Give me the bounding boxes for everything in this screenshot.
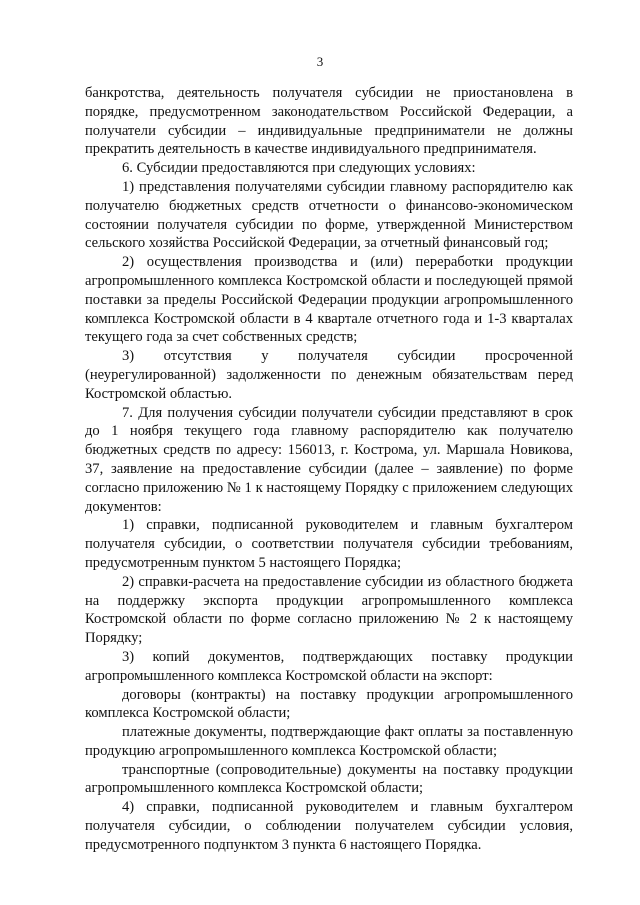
paragraph-document-3: 3) копий документов, подтверждающих поставку продукции агропромышленного комплекса Костромской области на экспорт:	[85, 648, 573, 684]
page-number: 3	[316, 54, 324, 69]
document-body	[85, 84, 573, 855]
paragraph-payment-documents: платежные документы, подтверждающие факт оплаты за поставленную продукцию агропромышленного комплекса Костромской области;	[85, 724, 573, 759]
paragraph-condition-3: 3) отсутствия у получателя субсидии просроченной (неурегулированной) задолженности по денежным обязательствам перед Костромской областью.	[85, 348, 573, 402]
paragraph-section-7: 7. Для получения субсидии получатели субсидии представляют в срок до 1 ноября текущего года главному распорядителю как получателю бюджетных средств по адресу: 156013, г. Кострома, ул. Маршала Новикова, 37, заявление на предоставление субсидии (далее – заявление) по форме согласно приложению № 1 к настоящему Порядку с приложением следующих документов:	[85, 404, 573, 515]
paragraph-section-6-heading: 6. Субсидии предоставляются при следующих условиях:	[122, 160, 476, 177]
paragraph-bankruptcy-continuation: банкротства, деятельность получателя субсидии не приостановлена в порядке, предусмотренном законодательством Российской Федерации, а получатели субсидии – индивидуальные предприниматели не должны прекратить деятельность в качестве индивидуального предпринимателя.	[85, 85, 573, 158]
paragraph-document-4: 4) справки, подписанной руководителем и главным бухгалтером получателя субсидии, о соблюдении получателем субсидии условия, предусмотренного подпунктом 3 пункта 6 настоящего Порядка.	[85, 799, 573, 853]
paragraph-transport-documents: транспортные (сопроводительные) документы на поставку продукции агропромышленного комплекса Костромской области;	[85, 761, 573, 797]
paragraph-document-2: 2) справки-расчета на предоставление субсидии из областного бюджета на поддержку экспорта продукции агропромышленного комплекса Костромской области по форме согласно приложению № 2 к настоящему Порядку;	[85, 573, 573, 647]
paragraph-document-1: 1) справки, подписанной руководителем и главным бухгалтером получателя субсидии, о соответствии получателя субсидии требованиям, предусмотренным пунктом 5 настоящего Порядка;	[85, 517, 573, 571]
paragraph-contracts: договоры (контракты) на поставку продукции агропромышленного комплекса Костромской области;	[85, 686, 573, 722]
paragraph-condition-2: 2) осуществления производства и (или) переработки продукции агропромышленного комплекса Костромской области и последующей прямой поставки за пределы Российской Федерации продукции агропромышленного комплекса Костромской области в 4 квартале отчетного года и 1-3 кварталах текущего года за счет собственных средств;	[85, 254, 573, 346]
paragraph-condition-1: 1) представления получателями субсидии главному распорядителю как получателю бюджетных средств отчетности о финансово-экономическом состоянии получателя субсидии по форме, утвержденной Министерством сельского хозяйства Российской Федерации, за отчетный финансовый год;	[85, 178, 573, 252]
